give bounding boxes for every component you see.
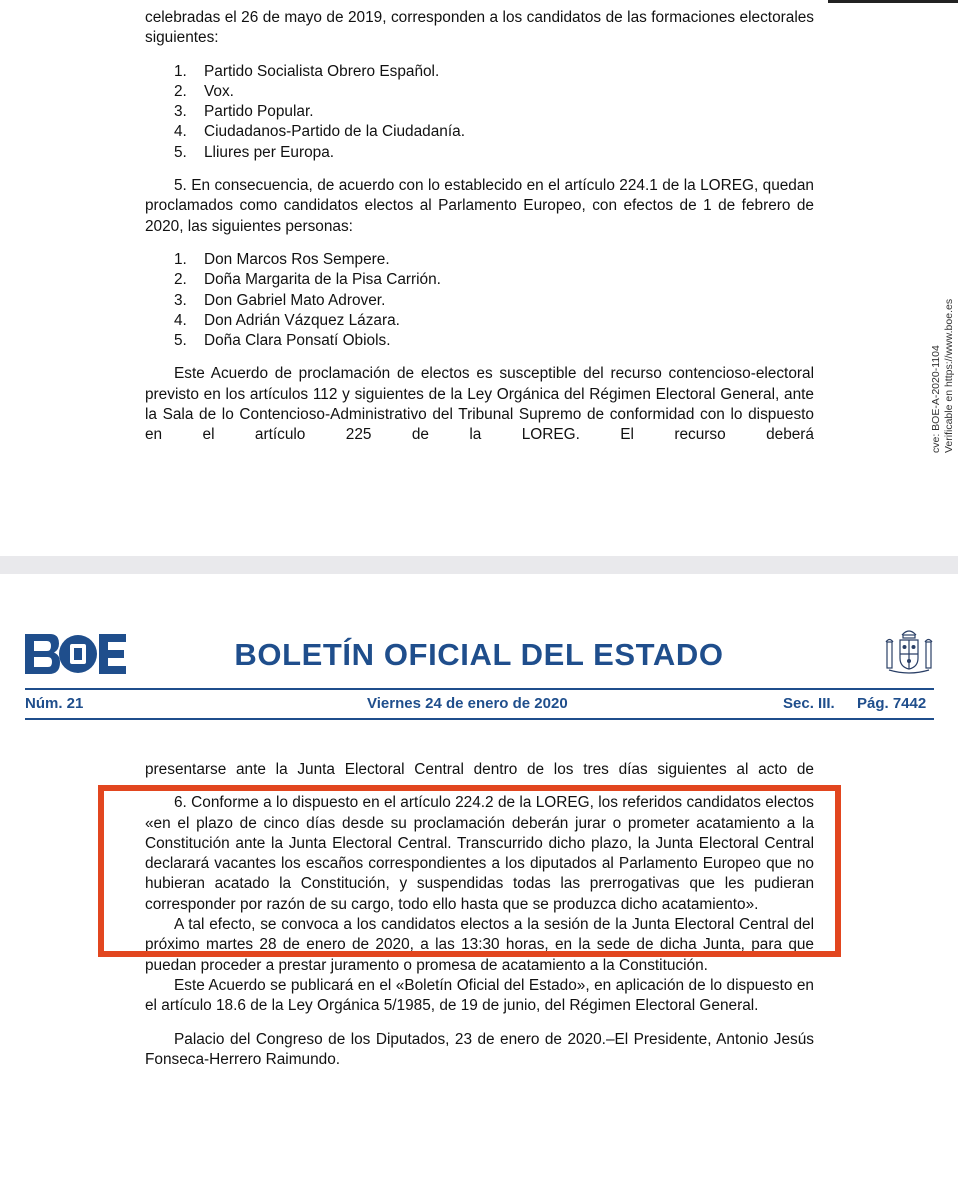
appeal-paragraph: Este Acuerdo de proclamación de electos es susceptible del recurso contencioso-electoral previsto en los artículos 112 y siguientes de la Ley Orgánica del Régimen Electoral General, ante la Sala de lo Contencioso-Administrativo del Tribunal Supremo de conformidad con lo dispuesto en el artículo 225 de la LOREG. El recurso deberá [145,365,814,444]
candidate-list [145,250,814,351]
convocation-paragraph: A tal efecto, se convoca a los candidatos electos a la sesión de la Junta Electoral Central del próximo martes 28 de enero de 2020, a las 13:30 horas, en la sede de dicha Junta, para que puedan proceder a prestar juramento o promesa de acatamiento a la Constitución. [145,916,814,974]
issue-date: Viernes 24 de enero de 2020 [367,695,568,712]
header-rule-bottom [25,718,934,720]
list-item: 1. Don Marcos Ros Sempere. [174,250,390,268]
gazette-title: BOLETÍN OFICIAL DEL ESTADO [234,637,724,672]
signature-paragraph: Palacio del Congreso de los Diputados, 23 de enero de 2020.–El Presidente, Antonio Jesús Fonseca-Herrero Raimundo. [145,1030,814,1068]
list-item: 3. Don Gabriel Mato Adrover. [174,291,386,309]
party-list [145,62,814,163]
list-item: 5. Lliures per Europa. [174,143,335,161]
point-6-paragraph: 6. Conforme a lo dispuesto en el artículo 224.2 de la LOREG, los referidos candidatos electos «en el plazo de cinco días desde su proclamación deberán jurar o prometer acatamiento a la Constitución ante la Junta Electoral Central. Transcurrido dicho plazo, la Junta Electoral Central declarará vacantes los escaños correspondientes a los diputados al Parlamento Europeo que no hubieran acatado la Constitución, y suspendidas todas las prerrogativas que les pudieran corresponder por razón de su cargo, todo ello hasta que se produzca dicho acatamiento». [145,794,814,913]
list-item: 5. Doña Clara Ponsatí Obiols. [174,332,391,350]
verification-sidebar [930,299,956,453]
list-item: 1. Partido Socialista Obrero Español. [174,62,440,80]
list-item: 4. Don Adrián Vázquez Lázara. [174,311,400,329]
verify-url: Verificable en https://www.boe.es [943,298,955,453]
page-separator [0,556,958,574]
issue-number: Núm. 21 [25,695,84,712]
top-edge-bar [828,0,958,3]
intro-paragraph: celebradas el 26 de mayo de 2019, corresponden a los candidatos de las formaciones electorales siguientes: [145,9,814,47]
cve-code: cve: BOE-A-2020-1104 [930,345,942,453]
publication-paragraph: Este Acuerdo se publicará en el «Boletín Oficial del Estado», en aplicación de lo dispuesto en el artículo 18.6 de la Ley Orgánica 5/1985, de 19 de junio, del Régimen Electoral General. [145,976,814,1015]
list-item: 2. Doña Margarita de la Pisa Carrión. [174,271,441,289]
document-page-1 [0,0,958,556]
list-item: 2. Vox. [174,82,234,100]
highlight-box [98,785,841,957]
coat-of-arms-icon [883,626,935,678]
header-rule-top [25,688,934,690]
list-item: 3. Partido Popular. [174,103,314,121]
point-5-paragraph: 5. En consecuencia, de acuerdo con lo establecido en el artículo 224.1 de la LOREG, quedan proclamados como candidatos electos al Parlamento Europeo, con efectos de 1 de febrero de 2020, las siguientes personas: [145,177,814,235]
page-number: Pág. 7442 [857,695,927,712]
continuation-line: presentarse ante la Junta Electoral Central dentro de los tres días siguientes al acto de [145,761,814,778]
list-item: 4. Ciudadanos-Partido de la Ciudadanía. [174,123,465,141]
page1-body [145,8,814,446]
section-label: Sec. III. [783,695,835,712]
